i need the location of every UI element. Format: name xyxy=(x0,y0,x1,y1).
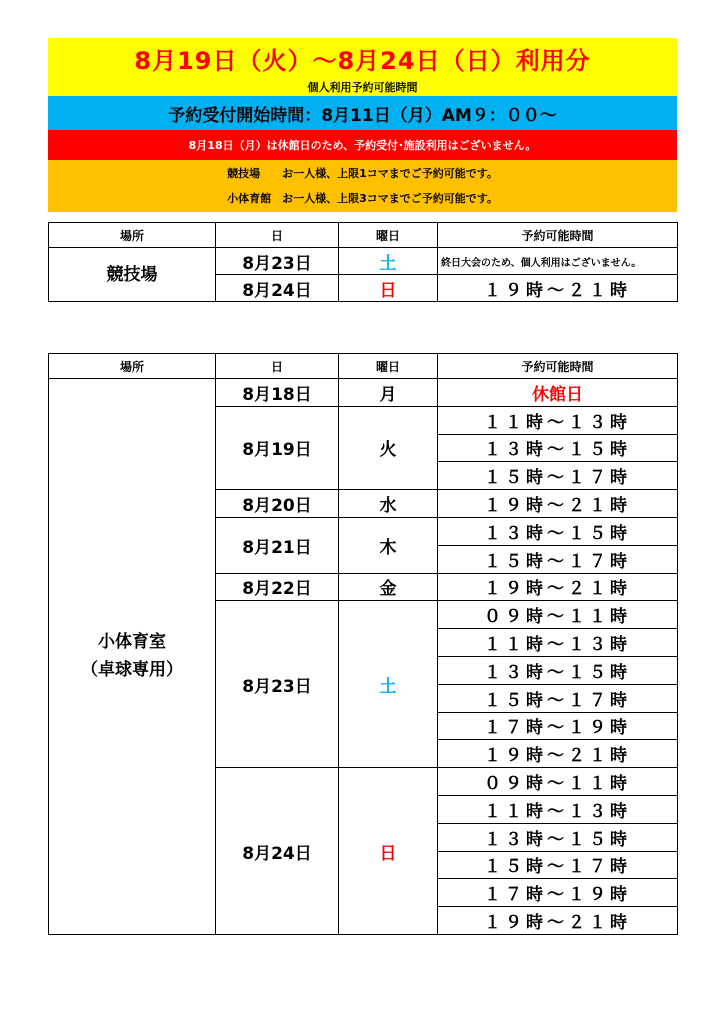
time-cell: 休館日 xyxy=(438,379,678,407)
weekday-cell: 木 xyxy=(339,517,438,573)
time-cell: １１時～１３時 xyxy=(438,629,678,657)
table-header-row xyxy=(49,354,678,379)
time-cell: ０９時～１１時 xyxy=(438,768,678,796)
col-time: 予約可能時間 xyxy=(438,354,678,379)
weekday-cell: 日 xyxy=(339,768,438,935)
time-cell: １５時～１７時 xyxy=(438,545,678,573)
col-time: 予約可能時間 xyxy=(438,223,678,248)
period-title: 8月19日（火）～8月24日（日）利用分 xyxy=(48,38,677,78)
small-gym-schedule-table xyxy=(48,353,678,935)
date-cell: 8月23日 xyxy=(216,248,339,275)
time-cell: １３時～１５時 xyxy=(438,823,678,851)
time-cell: １９時～２１時 xyxy=(438,740,678,768)
col-date: 日 xyxy=(216,223,339,248)
time-cell: 終日大会のため、個人利用はございません。 xyxy=(438,248,678,275)
date-cell: 8月19日 xyxy=(216,406,339,489)
col-weekday: 曜日 xyxy=(339,354,438,379)
date-cell: 8月18日 xyxy=(216,379,339,407)
place-cell xyxy=(49,379,216,935)
date-cell: 8月22日 xyxy=(216,573,339,601)
closed-day-notice: 8月18日（月）は休館日のため、予約受付･施設利用はございません。 xyxy=(48,130,677,160)
table-header-row xyxy=(49,223,678,248)
time-cell: １９時～２１時 xyxy=(438,907,678,935)
col-place: 場所 xyxy=(49,354,216,379)
date-cell: 8月21日 xyxy=(216,517,339,573)
weekday-cell: 日 xyxy=(339,275,438,302)
date-cell: 8月24日 xyxy=(216,275,339,302)
time-cell: １７時～１９時 xyxy=(438,712,678,740)
table-row xyxy=(49,248,678,275)
date-cell: 8月20日 xyxy=(216,490,339,518)
weekday-cell: 土 xyxy=(339,248,438,275)
time-cell: １３時～１５時 xyxy=(438,517,678,545)
date-cell: 8月23日 xyxy=(216,601,339,768)
col-place: 場所 xyxy=(49,223,216,248)
date-cell: 8月24日 xyxy=(216,768,339,935)
reception-start-banner: 予約受付開始時間：8月11日（月）AM９：００～ xyxy=(48,96,677,130)
weekday-cell: 水 xyxy=(339,490,438,518)
weekday-cell: 火 xyxy=(339,406,438,489)
time-cell: １３時～１５時 xyxy=(438,656,678,684)
subtitle: 個人利用予約可能時間 xyxy=(48,78,677,96)
table-row xyxy=(49,379,678,407)
time-cell: １５時～１７時 xyxy=(438,851,678,879)
weekday-cell: 金 xyxy=(339,573,438,601)
time-cell: １９時～２１時 xyxy=(438,573,678,601)
time-cell: １７時～１９時 xyxy=(438,879,678,907)
time-cell: １５時～１７時 xyxy=(438,684,678,712)
col-weekday: 曜日 xyxy=(339,223,438,248)
col-date: 日 xyxy=(216,354,339,379)
limit-small-gym: 小体育館 お一人様、上限3コマまでご予約可能です。 xyxy=(227,192,498,205)
time-cell: １５時～１７時 xyxy=(438,462,678,490)
time-cell: １３時～１５時 xyxy=(438,434,678,462)
place-cell: 競技場 xyxy=(49,248,216,302)
time-cell: １９時～２１時 xyxy=(438,275,678,302)
booking-limits xyxy=(48,160,677,212)
weekday-cell: 月 xyxy=(339,379,438,407)
time-cell: １９時～２１時 xyxy=(438,490,678,518)
stadium-schedule-table xyxy=(48,222,678,302)
limit-stadium: 競技場 お一人様、上限1コマまでご予約可能です。 xyxy=(227,167,498,180)
place-line-2: （卓球専用） xyxy=(81,660,183,681)
time-cell: ０９時～１１時 xyxy=(438,601,678,629)
time-cell: １１時～１３時 xyxy=(438,795,678,823)
time-cell: １１時～１３時 xyxy=(438,406,678,434)
weekday-cell: 土 xyxy=(339,601,438,768)
place-line-1: 小体育室 xyxy=(98,632,166,653)
